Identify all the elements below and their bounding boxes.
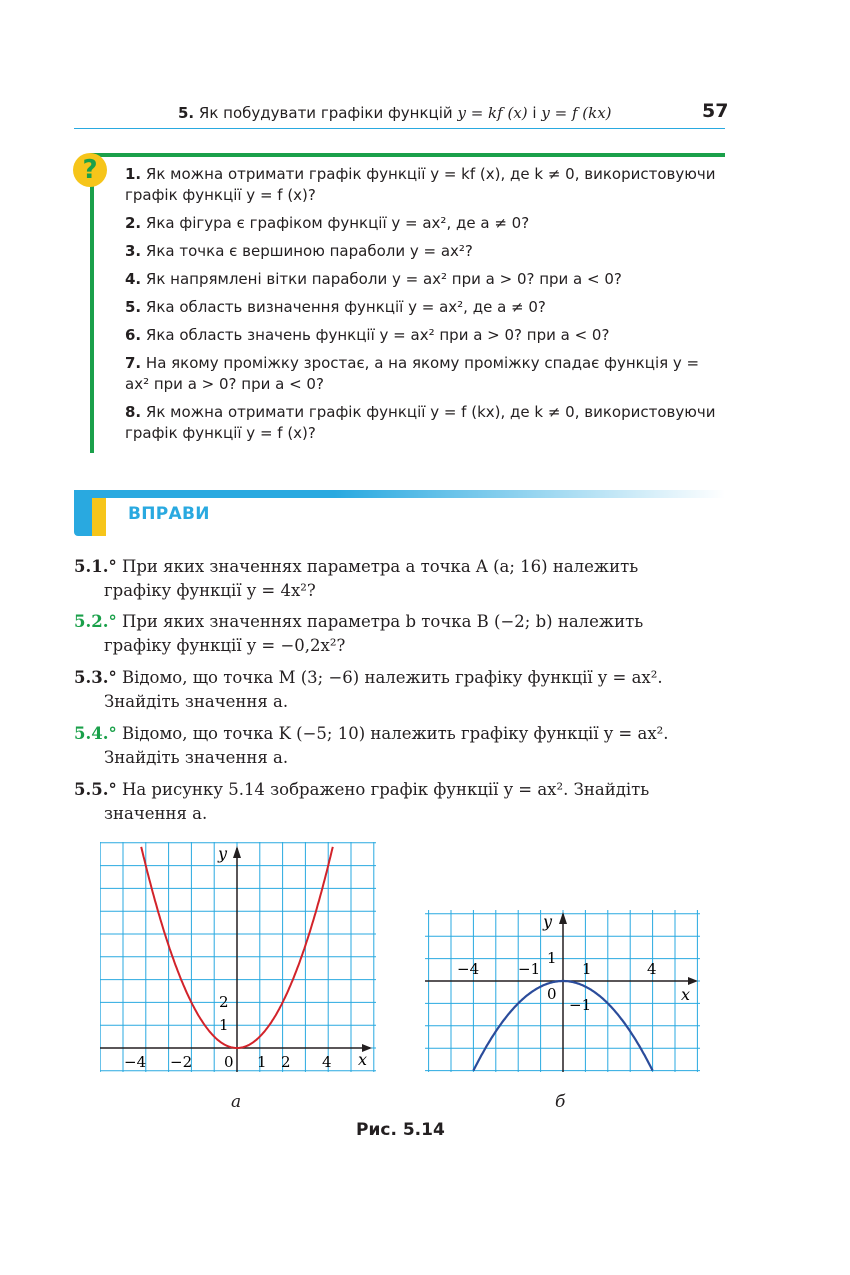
exercise-line-1: Відомо, що точка M (3; −6) належить графіку функції y = ax². <box>121 668 663 687</box>
section-title-exercises: ВПРАВИ <box>128 504 210 524</box>
exercise-item <box>74 666 726 714</box>
exercise-line-2: значення a. <box>104 804 208 823</box>
question-text: Яка фігура є графіком функції y = ax², де a ≠ 0? <box>145 214 530 232</box>
header-rule <box>74 128 725 129</box>
questions-list <box>125 164 723 451</box>
question-item <box>125 402 723 444</box>
x-tick-label: −1 <box>518 960 541 978</box>
exercise-item <box>74 555 726 603</box>
question-number: 1. <box>125 165 142 183</box>
question-text: Як можна отримати графік функції y = kf (x), де k ≠ 0, використовуючи графік функції y = f (x)? <box>125 165 716 204</box>
question-item <box>125 213 723 234</box>
question-number: 3. <box>125 242 142 260</box>
question-number: 5. <box>125 298 142 316</box>
exercise-line-2: графіку функції y = 4x²? <box>104 581 316 600</box>
page-number: 57 <box>702 100 729 122</box>
question-text: Як напрямлені вітки параболи y = ax² при a > 0? при a < 0? <box>145 270 622 288</box>
question-item <box>125 297 723 318</box>
exercise-line-1: При яких значеннях параметра b точка B (−2; b) належить <box>121 612 644 631</box>
x-tick-label: 1 <box>257 1053 267 1071</box>
x-tick-label: −4 <box>124 1053 147 1071</box>
exercise-number: 5.1.° <box>74 557 117 576</box>
exercise-number: 5.5.° <box>74 780 117 799</box>
x-tick-label: 4 <box>322 1053 332 1071</box>
question-number: 4. <box>125 270 142 288</box>
exercise-line-2: графіку функції y = −0,2x²? <box>104 636 346 655</box>
x-tick-label: −2 <box>170 1053 193 1071</box>
question-item <box>125 241 723 262</box>
questions-left-bar <box>90 153 94 453</box>
graph-panel-b <box>425 910 700 1072</box>
y-axis-label: y <box>543 912 553 931</box>
x-tick-label: 1 <box>582 960 592 978</box>
question-item <box>125 325 723 346</box>
y-tick-label: 2 <box>219 993 229 1011</box>
conjunction: і <box>532 104 537 122</box>
section-tab-accent <box>92 498 106 536</box>
exercise-line-1: Відомо, що точка K (−5; 10) належить графіку функції y = ax². <box>121 724 669 743</box>
formula-1: y = kf (x) <box>457 104 528 122</box>
section-number: 5. <box>178 104 195 122</box>
exercise-item <box>74 610 726 658</box>
x-arrow-b <box>688 977 698 985</box>
question-item <box>125 353 723 395</box>
y-tick-label: −1 <box>569 996 592 1014</box>
x-axis-label: x <box>681 985 691 1004</box>
x-tick-label: 0 <box>224 1053 234 1071</box>
grid-a <box>100 842 376 1072</box>
formula-2: y = f (kx) <box>541 104 612 122</box>
question-item <box>125 164 723 206</box>
y-tick-label: 0 <box>547 985 557 1003</box>
x-axis-label: x <box>358 1050 368 1069</box>
y-tick-label: 1 <box>219 1016 229 1034</box>
section-header-bar <box>74 490 725 498</box>
running-head <box>178 104 612 122</box>
exercise-line-2: Знайдіть значення a. <box>104 748 289 767</box>
question-number: 8. <box>125 403 142 421</box>
question-text: Яка область значень функції y = ax² при a > 0? при a < 0? <box>145 326 610 344</box>
exercise-number: 5.4.° <box>74 724 117 743</box>
exercise-item <box>74 722 726 770</box>
y-axis-label: y <box>218 844 228 863</box>
question-text: Яка точка є вершиною параболи y = ax²? <box>145 242 473 260</box>
exercise-number: 5.2.° <box>74 612 117 631</box>
exercise-line-1: При яких значеннях параметра a точка A (a; 16) належить <box>121 557 639 576</box>
panel-letter-b: б <box>555 1092 566 1112</box>
panel-letter-a: а <box>231 1092 242 1112</box>
y-tick-label: 1 <box>547 949 557 967</box>
question-text: На якому проміжку зростає, а на якому проміжку спадає функція y = ax² при a > 0? при a < 0? <box>125 354 700 393</box>
x-tick-label: 2 <box>281 1053 291 1071</box>
questions-top-bar <box>90 153 725 157</box>
question-item <box>125 269 723 290</box>
question-number: 7. <box>125 354 142 372</box>
section-title: Як побудувати графіки функцій <box>198 104 453 122</box>
y-arrow-a <box>233 846 241 858</box>
graph-panel-a <box>100 842 376 1072</box>
question-text: Яка область визначення функції y = ax², де a ≠ 0? <box>145 298 546 316</box>
x-tick-label: −4 <box>457 960 480 978</box>
exercise-line-1: На рисунку 5.14 зображено графік функції y = ax². Знайдіть <box>121 780 650 799</box>
exercise-number: 5.3.° <box>74 668 117 687</box>
figure-caption: Рис. 5.14 <box>356 1120 445 1140</box>
question-number: 2. <box>125 214 142 232</box>
question-number: 6. <box>125 326 142 344</box>
exercise-line-2: Знайдіть значення a. <box>104 692 289 711</box>
x-tick-label: 4 <box>647 960 657 978</box>
exercise-item <box>74 778 726 826</box>
question-text: Як можна отримати графік функції y = f (kx), де k ≠ 0, використовуючи графік функції y = f (x)? <box>125 403 716 442</box>
question-mark-icon: ? <box>73 153 107 187</box>
